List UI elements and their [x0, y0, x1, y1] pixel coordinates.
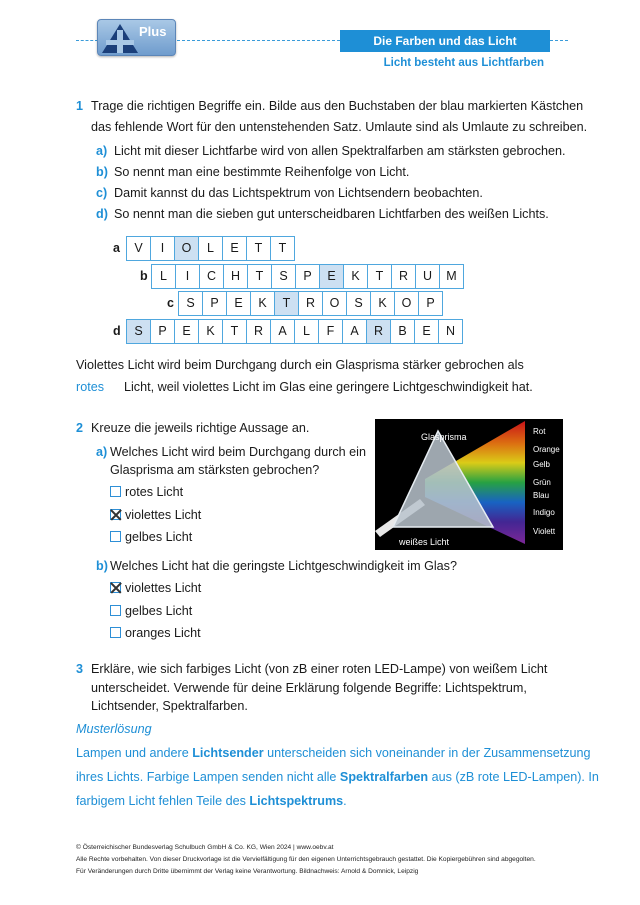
solution-line1: [76, 743, 591, 763]
crossword-cell[interactable]: M: [439, 264, 464, 289]
page-subtitle: Licht besteht aus Lichtfarben: [383, 57, 544, 69]
task1-item-label: d): [96, 207, 108, 221]
crossword-cell[interactable]: K: [370, 291, 395, 316]
crossword-cell[interactable]: A: [342, 319, 367, 344]
crossword-cell[interactable]: S: [271, 264, 296, 289]
chapter-banner: Die Farben und das Licht: [340, 30, 550, 52]
crossword-cell[interactable]: S: [126, 319, 151, 344]
crossword-cell[interactable]: T: [222, 319, 247, 344]
task3-text-line1: Erkläre, wie sich farbiges Licht (von zB einer roten LED-Lampe) von weißem Licht: [91, 662, 548, 676]
spectrum-color-label: Gelb: [533, 460, 550, 469]
task1-item-label: b): [96, 165, 108, 179]
crossword-cell[interactable]: T: [247, 264, 272, 289]
task2b-question: Welches Licht hat die geringste Lichtgeschwindigkeit im Glas?: [110, 559, 457, 573]
crossword-cell[interactable]: T: [367, 264, 392, 289]
task1-text-line2: das fehlende Wort für den untenstehenden Satz. Umlaute sind als Umlaute zu schreiben.: [91, 120, 588, 134]
prism-label: Glasprisma: [421, 432, 467, 442]
solution-keyword: Lichtsender: [192, 746, 264, 760]
task2b-label: b): [96, 559, 108, 573]
option-text: violettes Licht: [125, 508, 202, 522]
crossword-cell[interactable]: L: [198, 236, 223, 261]
footer-line3: Für Veränderungen durch Dritte übernimmt der Verlag keine Verantwortung. Bildnachweis: Arnold & Domnick, Leipzig: [76, 868, 419, 875]
solution-text: farbigem Licht fehlen Teile des: [76, 794, 250, 808]
crossword-cell[interactable]: F: [318, 319, 343, 344]
solution-line2: [76, 767, 599, 787]
option-text: gelbes Licht: [125, 530, 193, 544]
crossword-cell[interactable]: L: [294, 319, 319, 344]
crossword-cell[interactable]: B: [390, 319, 415, 344]
crossword-cell[interactable]: T: [270, 236, 295, 261]
crossword-cell[interactable]: S: [178, 291, 203, 316]
crossword-cell[interactable]: E: [414, 319, 439, 344]
crossword-cell[interactable]: I: [150, 236, 175, 261]
crossword-cell[interactable]: T: [246, 236, 271, 261]
task3-number: 3: [76, 662, 84, 676]
crossword-cell[interactable]: U: [415, 264, 440, 289]
option-text: rotes Licht: [125, 485, 184, 499]
answer-option[interactable]: [110, 482, 183, 502]
crossword-cell[interactable]: R: [391, 264, 416, 289]
solution-text: unterscheiden sich voneinander in der Zusammensetzung: [263, 746, 591, 760]
checked-box-icon[interactable]: [110, 509, 121, 520]
crossword-cell[interactable]: C: [199, 264, 224, 289]
solution-keyword: Lichtspektrums: [249, 794, 344, 808]
crossword-cell[interactable]: O: [174, 236, 199, 261]
crossword-row-label: d: [113, 324, 121, 338]
crossword-cell[interactable]: P: [202, 291, 227, 316]
white-light-label: weißes Licht: [399, 537, 450, 547]
task1-item-text: Licht mit dieser Lichtfarbe wird von allen Spektralfarben am stärksten gebrochen.: [114, 144, 566, 158]
crossword-cell[interactable]: O: [394, 291, 419, 316]
solution-text: aus (zB rote LED-Lampen). In: [428, 770, 599, 784]
crossword-cell[interactable]: E: [319, 264, 344, 289]
checkbox-icon[interactable]: [110, 531, 121, 542]
solution-line3: [76, 791, 347, 811]
triangle-logo-icon: [100, 22, 140, 55]
crossword-row: [179, 291, 443, 316]
crossword-cell[interactable]: R: [366, 319, 391, 344]
answer-option[interactable]: [110, 527, 192, 547]
crossword-cell[interactable]: E: [174, 319, 199, 344]
header-dash-mid: [177, 40, 340, 41]
task1-text-line1: Trage die richtigen Begriffe ein. Bilde aus den Buchstaben der blau markierten Kästchen: [91, 99, 584, 113]
crossword-row-label: a: [113, 241, 120, 255]
answer-option[interactable]: [110, 578, 201, 598]
crossword-cell[interactable]: H: [223, 264, 248, 289]
plus-logo: [97, 19, 176, 56]
answer-option[interactable]: [110, 623, 201, 643]
task2-text: Kreuze die jeweils richtige Aussage an.: [91, 421, 310, 435]
task1-item-text: So nennt man eine bestimmte Reihenfolge von Licht.: [114, 165, 410, 179]
crossword-cell[interactable]: V: [126, 236, 151, 261]
crossword-row: [127, 236, 295, 261]
prism-figure: [375, 419, 563, 550]
crossword-cell[interactable]: K: [250, 291, 275, 316]
crossword-cell[interactable]: L: [151, 264, 176, 289]
footer-line1: © Österreichischer Bundesverlag Schulbuch GmbH & Co. KG, Wien 2024 | www.oebv.at: [76, 844, 334, 851]
crossword-cell[interactable]: O: [322, 291, 347, 316]
solution-text: .: [343, 794, 347, 808]
checkbox-icon[interactable]: [110, 486, 121, 497]
task1-sentence2: Licht, weil violettes Licht im Glas eine geringere Lichtgeschwindigkeit hat.: [124, 380, 533, 394]
task1-item-text: So nennt man die sieben gut unterscheidbaren Lichtfarben des weißen Lichts.: [114, 207, 549, 221]
task1-sentence1: Violettes Licht wird beim Durchgang durch ein Glasprisma stärker gebrochen als: [76, 358, 524, 372]
task3-text-line2: unterscheidet. Verwende für deine Erklärung folgende Begriffe: Lichtspektrum,: [91, 681, 527, 695]
crossword-cell[interactable]: I: [175, 264, 200, 289]
crossword-cell[interactable]: P: [150, 319, 175, 344]
crossword-cell[interactable]: P: [295, 264, 320, 289]
crossword-cell[interactable]: P: [418, 291, 443, 316]
crossword-cell[interactable]: K: [198, 319, 223, 344]
spectrum-color-label: Blau: [533, 491, 550, 500]
crossword-cell[interactable]: R: [246, 319, 271, 344]
task1-item-label: c): [96, 186, 108, 200]
solution-text: ihres Lichts. Farbige Lampen senden nicht alle: [76, 770, 340, 784]
crossword-cell[interactable]: R: [298, 291, 323, 316]
crossword-cell[interactable]: E: [226, 291, 251, 316]
crossword-cell[interactable]: A: [270, 319, 295, 344]
task1-item-text: Damit kannst du das Lichtspektrum von Lichtsendern beobachten.: [114, 186, 483, 200]
header-dash-left: [76, 40, 98, 41]
checked-box-icon[interactable]: [110, 582, 121, 593]
spectrum-color-label: Grün: [533, 478, 551, 487]
crossword-row: [127, 319, 463, 344]
checkbox-icon[interactable]: [110, 605, 121, 616]
answer-option[interactable]: [110, 505, 201, 525]
task1-answer-word[interactable]: rotes: [76, 380, 104, 394]
crossword-cell[interactable]: S: [346, 291, 371, 316]
option-text: violettes Licht: [125, 581, 202, 595]
crossword-cell[interactable]: K: [343, 264, 368, 289]
crossword-cell[interactable]: T: [274, 291, 299, 316]
task2a-label: a): [96, 445, 108, 459]
solution-keyword: Spektralfarben: [339, 770, 429, 784]
solution-title: Musterlösung: [76, 722, 152, 736]
spectrum-color-label: Indigo: [533, 508, 555, 517]
option-text: gelbes Licht: [125, 604, 193, 618]
crossword-row-label: c: [167, 296, 174, 310]
task1-item-label: a): [96, 144, 108, 158]
task2a-question-line2: Glasprisma am stärksten gebrochen?: [110, 463, 320, 477]
checkbox-icon[interactable]: [110, 627, 121, 638]
task3-text-line3: Lichtsender, Spektralfarben.: [91, 699, 248, 713]
spectrum-color-label: Orange: [533, 445, 560, 454]
logo-text: Plus: [139, 24, 167, 39]
answer-option[interactable]: [110, 601, 192, 621]
spectrum-color-label: Rot: [533, 427, 546, 436]
task1-number: 1: [76, 99, 84, 113]
crossword-cell[interactable]: E: [222, 236, 247, 261]
footer-line2: Alle Rechte vorbehalten. Von dieser Druckvorlage ist die Vervielfältigung für den eigenen Unterrichtsgebrauch gestattet. Die Kopiergebühren sind abgegolten.: [76, 856, 536, 863]
option-text: oranges Licht: [125, 626, 201, 640]
spectrum-color-label: Violett: [533, 527, 556, 536]
crossword-row-label: b: [140, 269, 148, 283]
crossword-cell[interactable]: N: [438, 319, 463, 344]
task2-number: 2: [76, 421, 84, 435]
task2a-question-line1: Welches Licht wird beim Durchgang durch ein: [110, 445, 366, 459]
crossword-row: [152, 264, 464, 289]
solution-text: Lampen und andere: [76, 746, 193, 760]
header-dash-right: [550, 40, 568, 41]
